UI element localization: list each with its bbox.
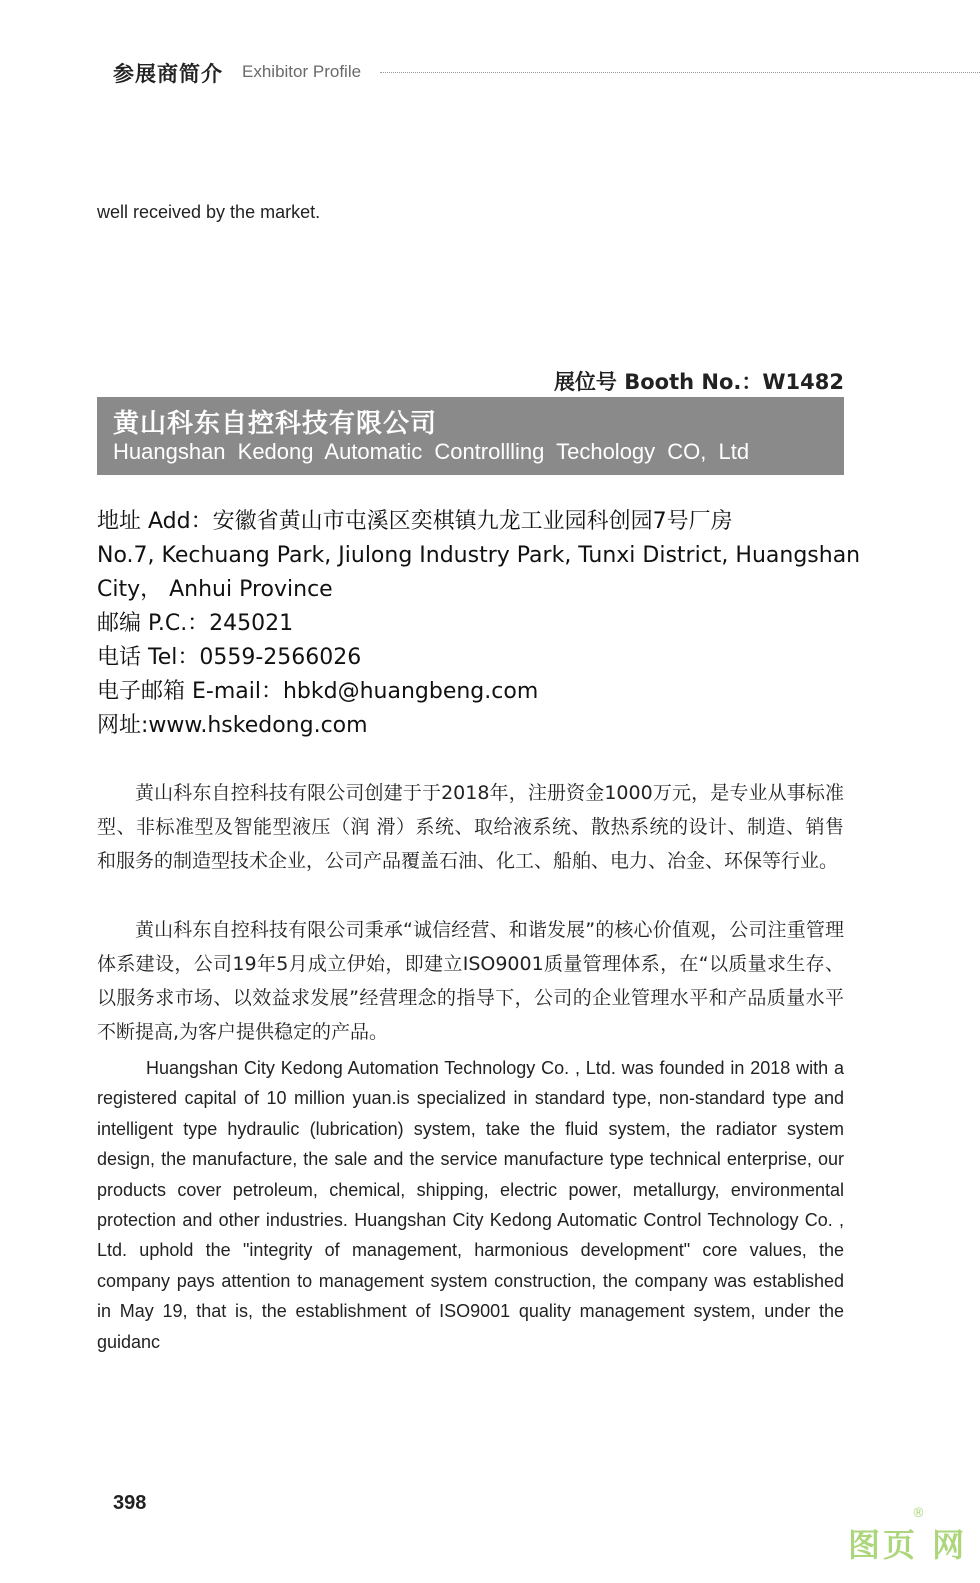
page-number: 398 (113, 1492, 147, 1514)
company-banner (97, 397, 844, 475)
contact-block (97, 505, 861, 743)
page-header (113, 56, 980, 90)
website: 网址:www.hskedong.com (97, 713, 368, 738)
address-cn: 地址 Add：安徽省黄山市屯溪区奕棋镇九龙工业园科创园7号厂房 (97, 509, 733, 534)
watermark-text: 图页 网 (848, 1526, 968, 1564)
section-title-cn: 参展商简介 (113, 62, 223, 86)
continuation-text: well received by the market. (97, 202, 321, 222)
company-name-cn: 黄山科东自控科技有限公司 (113, 409, 438, 439)
address-en-line-1: No.7, Kechuang Park, Jiulong Industry Park, Tunxi District, Huangshan (97, 543, 861, 568)
email: 电子邮箱 E-mail：hbkd@huangbeng.com (97, 679, 539, 704)
company-name-en: Huangshan Kedong Automatic Controllling Techology CO, Ltd (113, 439, 750, 464)
intro-paragraph-cn-1: 黄山科东自控科技有限公司创建于于2018年，注册资金1000万元，是专业从事标准型、非标准型及智能型液压（润 滑）系统、取给液系统、散热系统的设计、制造、销售和服务的制造型技术企业，公司产品覆盖石油、化工、船舶、电力、冶金、环保等行业。 (97, 782, 844, 872)
address-en-line-2: City， Anhui Province (97, 577, 333, 602)
registered-mark: ® (912, 1506, 925, 1521)
booth-number: 展位号 Booth No.：W1482 (553, 370, 844, 394)
postcode: 邮编 P.C.：245021 (97, 611, 294, 636)
watermark-logo (848, 1506, 974, 1574)
intro-paragraph-cn-2: 黄山科东自控科技有限公司秉承“诚信经营、和谐发展”的核心价值观，公司注重管理体系建设，公司19年5月成立伊始，即建立ISO9001质量管理体系，在“以质量求生存、以服务求市场、以效益求发展”经营理念的指导下，公司的企业管理水平和产品质量水平不断提高,为客户提供稳定的产品。 (97, 919, 844, 1043)
header-divider (380, 72, 980, 73)
intro-paragraph-en: Huangshan City Kedong Automation Technology Co. , Ltd. was founded in 2018 with a registered capital of 10 million yuan.is specialized in standard type, non-standard type and intelligent type hydraulic (lubrication) system, take the fluid system, the radiator system design, the manufacture, the sale and the service manufacture type technical enterprise, our products cover petroleum, chemical, shipping, electric power, metallurgy, environmental protection and other industries. Huangshan City Kedong Automatic Control Technology Co. , Ltd. uphold the "integrity of management, harmonious development" core values, the company pays attention to management system construction, the company was established in May 19, that is, the establishment of ISO9001 quality management system, under the guidanc (97, 1058, 844, 1352)
section-title-en: Exhibitor Profile (242, 62, 362, 81)
telephone: 电话 Tel：0559-2566026 (97, 645, 362, 670)
